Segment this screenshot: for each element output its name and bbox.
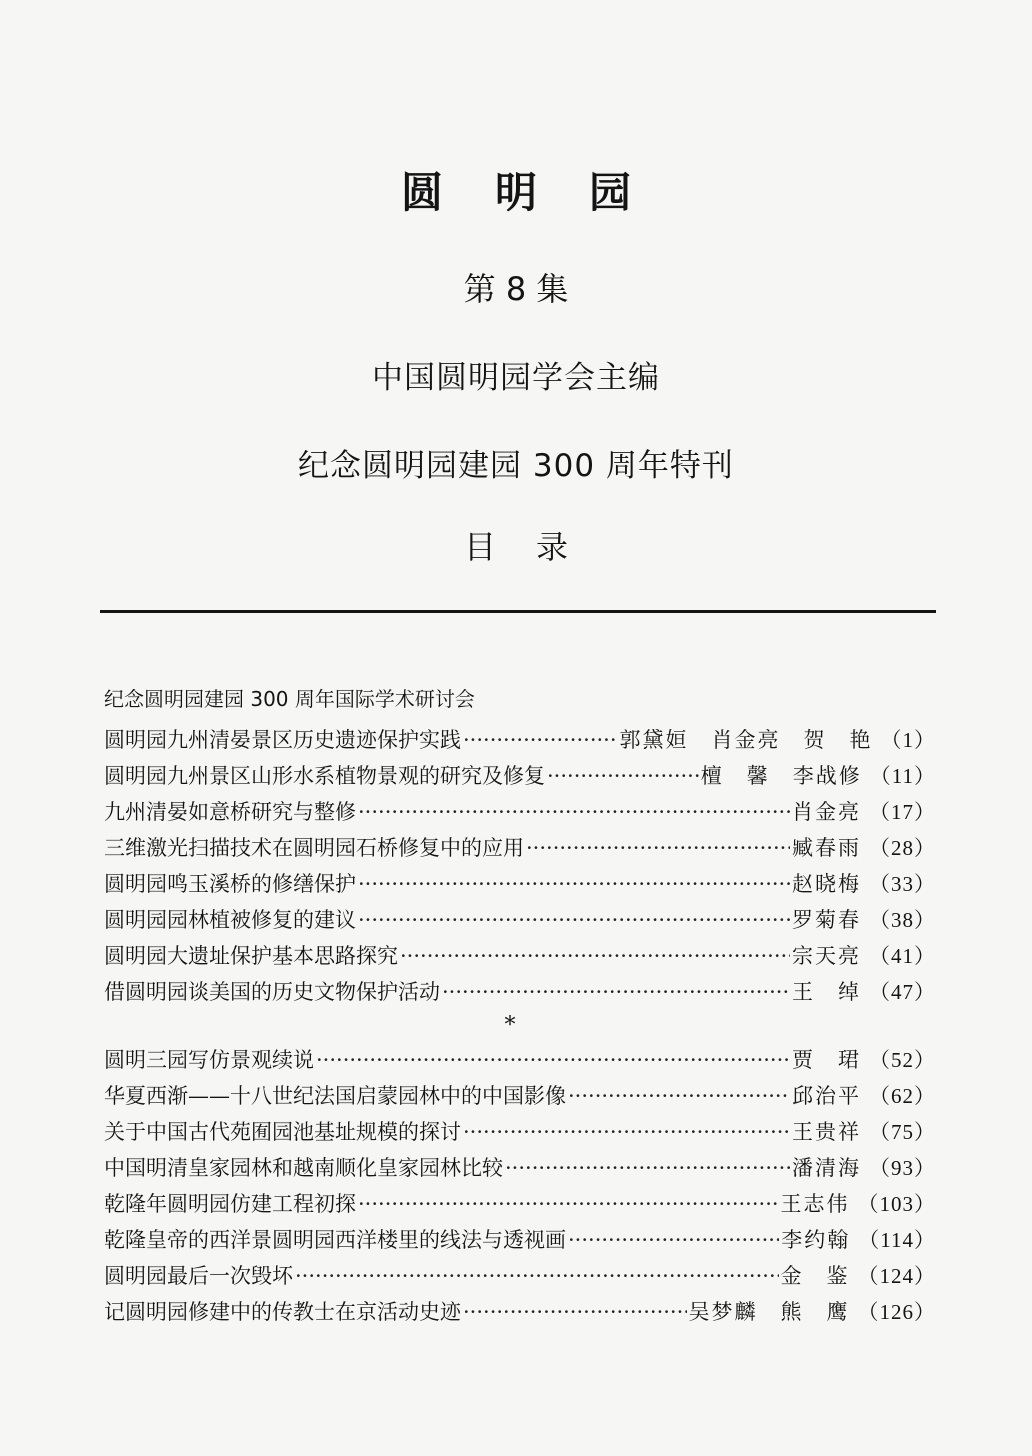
entry-title: 圆明三园写仿景观续说 xyxy=(104,1048,314,1072)
section-separator: * xyxy=(504,1013,516,1038)
toc-group-2 xyxy=(104,1042,936,1330)
issue-number: 第 8 集 xyxy=(463,270,569,308)
entry-title: 华夏西渐——十八世纪法国启蒙园林中的中国影像 xyxy=(104,1084,566,1108)
entry-title: 圆明园九州清晏景区历史遗迹保护实践 xyxy=(104,728,461,752)
leader-dots xyxy=(316,1042,790,1078)
entry-author: 王志伟 xyxy=(780,1192,850,1216)
entry-page: （11） xyxy=(869,764,936,788)
leader-dots xyxy=(568,1222,779,1258)
toc-entry[interactable] xyxy=(104,902,936,938)
entry-title: 乾隆皇帝的西洋景圆明园西洋楼里的线法与透视画 xyxy=(104,1228,566,1252)
toc-heading: 目录 xyxy=(463,528,608,566)
entry-author: 金 鉴 xyxy=(780,1264,850,1288)
leader-dots xyxy=(400,938,790,974)
toc-group-1 xyxy=(104,722,936,1010)
entry-title: 九州清晏如意桥研究与整修 xyxy=(104,800,356,824)
entry-author: 李约翰 xyxy=(781,1228,851,1252)
leader-dots xyxy=(442,974,790,1010)
entry-author: 吴梦麟 熊 鹰 xyxy=(688,1300,850,1324)
toc-entry[interactable] xyxy=(104,1042,936,1078)
section-heading: 纪念圆明园建园 300 周年国际学术研讨会 xyxy=(104,687,475,711)
leader-dots xyxy=(358,902,790,938)
toc-entry[interactable] xyxy=(104,722,936,758)
toc-entry[interactable] xyxy=(104,974,936,1010)
leader-dots xyxy=(358,794,790,830)
toc-list xyxy=(104,722,936,1330)
toc-entry[interactable] xyxy=(104,1186,936,1222)
entry-author: 潘清海 xyxy=(792,1156,861,1180)
leader-dots xyxy=(505,1150,790,1186)
entry-page: （126） xyxy=(857,1300,936,1324)
leader-dots xyxy=(568,1078,790,1114)
book-title: 圆明园 xyxy=(400,168,683,217)
toc-entry[interactable] xyxy=(104,794,936,830)
entry-page: （17） xyxy=(869,800,936,824)
entry-page: （1） xyxy=(880,728,936,752)
special-issue-line: 纪念圆明园建园 300 周年特刊 xyxy=(298,448,734,484)
leader-dots xyxy=(358,1186,779,1222)
entry-author: 赵晓梅 xyxy=(792,872,861,896)
toc-entry[interactable] xyxy=(104,1258,936,1294)
toc-entry[interactable] xyxy=(104,1222,936,1258)
entry-title: 三维激光扫描技术在圆明园石桥修复中的应用 xyxy=(104,836,524,860)
entry-author: 宗天亮 xyxy=(792,944,861,968)
toc-entry[interactable] xyxy=(104,1294,936,1330)
entry-title: 圆明园大遗址保护基本思路探究 xyxy=(104,944,398,968)
entry-author: 臧春雨 xyxy=(792,836,861,860)
entry-title: 借圆明园谈美国的历史文物保护活动 xyxy=(104,980,440,1004)
entry-page: （103） xyxy=(857,1192,936,1216)
entry-page: （33） xyxy=(869,872,936,896)
entry-title: 圆明园鸣玉溪桥的修缮保护 xyxy=(104,872,356,896)
leader-dots xyxy=(463,722,618,758)
entry-page: （28） xyxy=(869,836,936,860)
toc-entry[interactable] xyxy=(104,1078,936,1114)
leader-dots xyxy=(358,866,790,902)
entry-page: （75） xyxy=(869,1120,936,1144)
toc-entry[interactable] xyxy=(104,1150,936,1186)
entry-author: 罗菊春 xyxy=(792,908,861,932)
entry-author: 贾 珺 xyxy=(792,1048,861,1072)
entry-title: 记圆明园修建中的传教士在京活动史迹 xyxy=(104,1300,461,1324)
entry-title: 中国明清皇家园林和越南顺化皇家园林比较 xyxy=(104,1156,503,1180)
entry-title: 圆明园九州景区山形水系植物景观的研究及修复 xyxy=(104,764,545,788)
entry-author: 檀 馨 李战修 xyxy=(700,764,862,788)
entry-page: （62） xyxy=(869,1084,936,1108)
entry-author: 王 绰 xyxy=(792,980,861,1004)
leader-dots xyxy=(526,830,790,866)
entry-title: 乾隆年圆明园仿建工程初探 xyxy=(104,1192,356,1216)
entry-author: 郭黛姮 肖金亮 贺 艳 xyxy=(619,728,873,752)
entry-page: （114） xyxy=(858,1228,936,1252)
entry-page: （124） xyxy=(857,1264,936,1288)
toc-entry[interactable] xyxy=(104,938,936,974)
divider-rule xyxy=(100,610,936,613)
entry-title: 圆明园园林植被修复的建议 xyxy=(104,908,356,932)
entry-page: （52） xyxy=(869,1048,936,1072)
entry-author: 王贵祥 xyxy=(792,1120,861,1144)
toc-entry[interactable] xyxy=(104,758,936,794)
leader-dots xyxy=(295,1258,779,1294)
toc-entry[interactable] xyxy=(104,866,936,902)
leader-dots xyxy=(547,758,699,794)
toc-entry[interactable] xyxy=(104,1114,936,1150)
leader-dots xyxy=(463,1294,687,1330)
entry-title: 关于中国古代苑囿园池基址规模的探讨 xyxy=(104,1120,461,1144)
leader-dots xyxy=(463,1114,790,1150)
entry-author: 肖金亮 xyxy=(792,800,861,824)
entry-page: （38） xyxy=(869,908,936,932)
editor-line: 中国圆明园学会主编 xyxy=(372,360,660,396)
entry-author: 邱治平 xyxy=(792,1084,861,1108)
entry-page: （41） xyxy=(869,944,936,968)
entry-page: （47） xyxy=(869,980,936,1004)
toc-entry[interactable] xyxy=(104,830,936,866)
entry-page: （93） xyxy=(869,1156,936,1180)
entry-title: 圆明园最后一次毁坏 xyxy=(104,1264,293,1288)
